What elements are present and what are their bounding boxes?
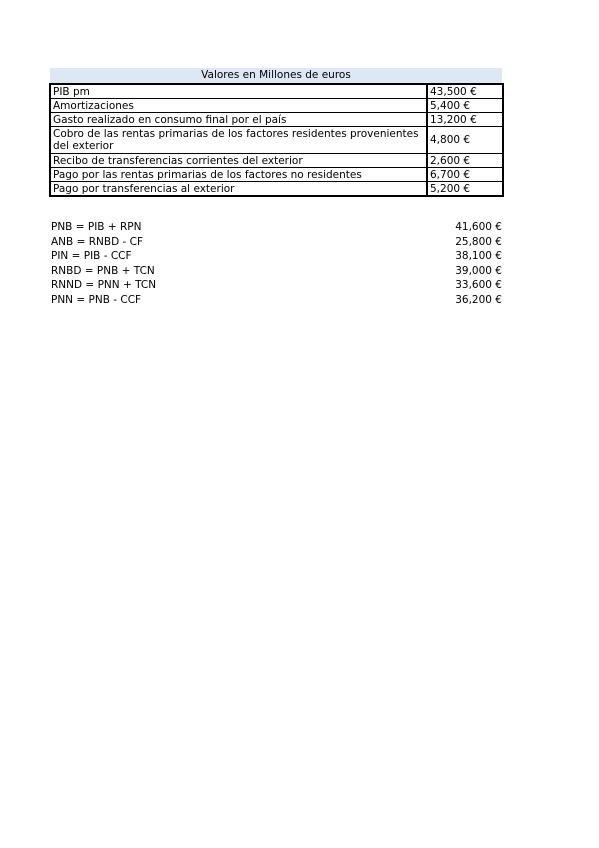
list-item (51, 278, 502, 293)
table-row (50, 127, 503, 154)
table-row (50, 154, 503, 168)
list-item (51, 249, 502, 264)
formula-value: 38,100 € (455, 250, 502, 262)
values-table (49, 83, 504, 197)
row-value: 5,400 € (427, 99, 503, 113)
formula-value: 33,600 € (455, 279, 502, 291)
table-row (50, 99, 503, 113)
row-label: Pago por las rentas primarias de los factores no residentes (50, 168, 427, 182)
formula-label: PIN = PIB - CCF (51, 250, 132, 262)
row-value: 43,500 € (427, 84, 503, 99)
table-row (50, 113, 503, 127)
list-item (51, 220, 502, 235)
row-label: Amortizaciones (50, 99, 427, 113)
row-value: 2,600 € (427, 154, 503, 168)
results-list (51, 220, 502, 307)
row-value: 4,800 € (427, 127, 503, 154)
formula-label: PNN = PNB - CCF (51, 293, 142, 306)
row-value: 5,200 € (427, 182, 503, 197)
list-item (51, 264, 502, 279)
list-item (51, 293, 502, 308)
row-label: PIB pm (50, 84, 427, 99)
formula-label: RNND = PNN + TCN (51, 279, 157, 291)
row-label: Pago por transferencias al exterior (50, 182, 427, 197)
row-label: Recibo de transferencias corrientes del exterior (50, 154, 427, 168)
list-item (51, 235, 502, 250)
formula-label: ANB = RNBD - CF (51, 235, 143, 248)
row-label: Cobro de las rentas primarias de los factores residentes provenientes del exterior (50, 127, 427, 154)
row-value: 13,200 € (427, 113, 503, 127)
table-header: Valores en Millones de euros (50, 68, 502, 83)
row-label: Gasto realizado en consumo final por el país (50, 113, 427, 127)
formula-value: 41,600 € (455, 221, 502, 233)
formula-value: 36,200 € (455, 293, 502, 306)
table-row (50, 168, 503, 182)
formula-label: PNB = PIB + RPN (51, 221, 142, 233)
row-value: 6,700 € (427, 168, 503, 182)
formula-label: RNBD = PNB + TCN (51, 264, 155, 277)
formula-value: 39,000 € (455, 264, 502, 277)
table-row (50, 182, 503, 197)
table-row (50, 84, 503, 99)
formula-value: 25,800 € (455, 235, 502, 248)
